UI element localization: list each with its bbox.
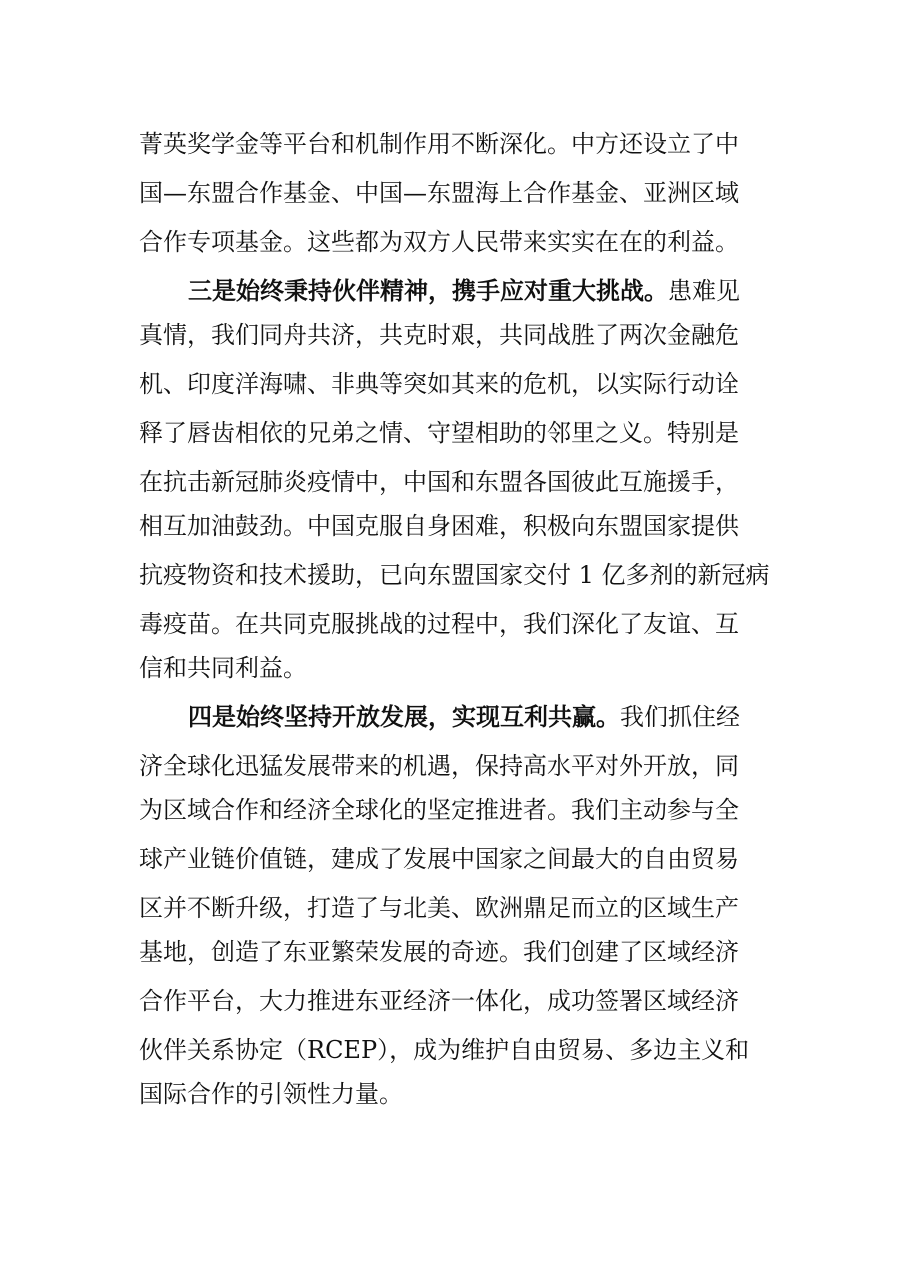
paragraph-2-line-9: 信和共同利益。	[139, 654, 307, 682]
paragraph-2-line-4: 释了唇齿相依的兄弟之情、守望相助的邻里之义。特别是	[139, 419, 739, 447]
paragraph-1-line-3: 合作专项基金。这些都为双方人民带来实实在在的利益。	[139, 228, 739, 256]
paragraph-2-line-6: 相互加油鼓劲。中国克服自身困难，积极向东盟国家提供	[139, 512, 739, 540]
paragraph-3-line-6: 基地，创造了东亚繁荣发展的奇迹。我们创建了区域经济	[139, 938, 739, 966]
paragraph-2-first-line	[188, 276, 740, 306]
paragraph-2-first-line-text: 患难见	[668, 277, 740, 305]
paragraph-2-line-5: 在抗击新冠肺炎疫情中，中国和东盟各国彼此互施援手，	[139, 468, 739, 496]
paragraph-2-line-2: 真情，我们同舟共济，共克时艰，共同战胜了两次金融危	[139, 321, 739, 349]
paragraph-3-line-9: 国际合作的引领性力量。	[139, 1080, 403, 1108]
paragraph-3-line-8: 伙伴关系协定（RCEP），成为维护自由贸易、多边主义和	[139, 1036, 750, 1064]
paragraph-2-line-7: 抗疫物资和技术援助，已向东盟国家交付 1 亿多剂的新冠病	[139, 561, 770, 589]
paragraph-3-first-line	[188, 702, 740, 732]
paragraph-3-line-2: 济全球化迅猛发展带来的机遇，保持高水平对外开放，同	[139, 752, 739, 780]
section-heading-three: 三是始终秉持伙伴精神，携手应对重大挑战。	[188, 277, 668, 305]
paragraph-1-line-1: 菁英奖学金等平台和机制作用不断深化。中方还设立了中	[139, 130, 739, 158]
paragraph-3-line-5: 区并不断升级，打造了与北美、欧洲鼎足而立的区域生产	[139, 894, 739, 922]
paragraph-2-line-3: 机、印度洋海啸、非典等突如其来的危机，以实际行动诠	[139, 370, 739, 398]
section-heading-four: 四是始终坚持开放发展，实现互利共赢。	[188, 703, 620, 731]
paragraph-3-first-line-text: 我们抓住经	[620, 703, 740, 731]
paragraph-3-line-7: 合作平台，大力推进东亚经济一体化，成功签署区域经济	[139, 987, 739, 1015]
paragraph-1-line-2: 国—东盟合作基金、中国—东盟海上合作基金、亚洲区域	[139, 179, 739, 207]
paragraph-3-line-4: 球产业链价值链，建成了发展中国家之间最大的自由贸易	[139, 845, 739, 873]
paragraph-2-line-8: 毒疫苗。在共同克服挑战的过程中，我们深化了友谊、互	[139, 610, 739, 638]
paragraph-3-line-3: 为区域合作和经济全球化的坚定推进者。我们主动参与全	[139, 796, 739, 824]
